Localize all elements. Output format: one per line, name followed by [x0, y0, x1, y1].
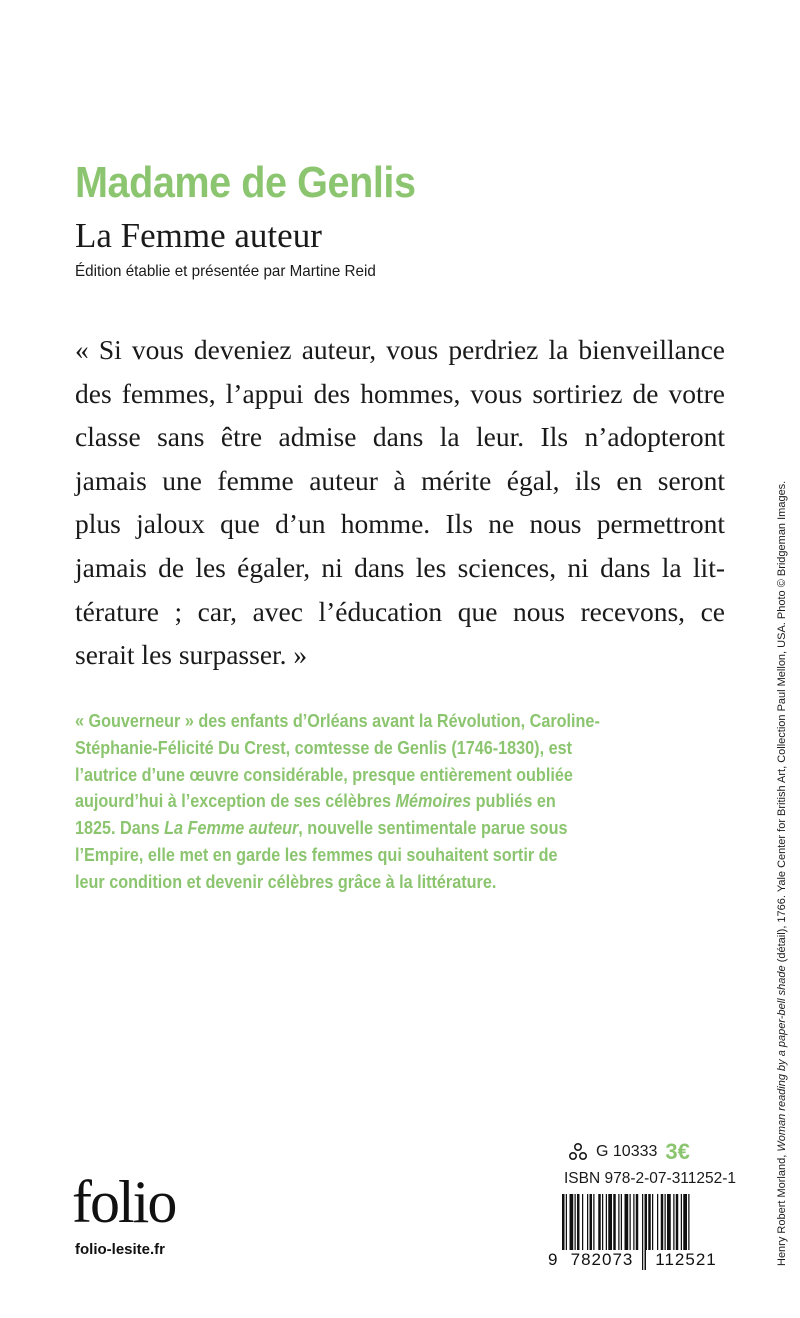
barcode-digit-group: 782073 [562, 1250, 642, 1270]
blurb-italic-title: Mémoires [395, 791, 472, 812]
credit-text: Henry Robert Morland, [776, 1151, 788, 1266]
quote-line: serait les surpasser. » [75, 639, 308, 671]
book-title: La Femme auteur [75, 216, 322, 255]
barcode-digit-first: 9 [548, 1250, 558, 1269]
blurb-line: l’Empire, elle met en garde les femmes qui souhaitent sortir de [75, 844, 558, 865]
credit-text: (détail), 1766. Yale Center for British Art, Collection Paul Mellon, USA. Photo © Bridgeman Images. [776, 480, 788, 966]
blurb-line [75, 788, 660, 815]
publisher-site: folio-lesite.fr [75, 1241, 166, 1258]
quote-line: plus jaloux que d’un homme. Ils ne nous permettront [75, 508, 725, 540]
blurb-text: publiés en [471, 791, 556, 812]
blurb-text: aujourd’hui à l’exception de ses célèbres [75, 791, 396, 812]
blurb-line: l’autrice d’une œuvre considérable, presque entièrement oubliée [75, 764, 573, 785]
quote-line: des femmes, l’appui des hommes, vous sortiriez de votre [75, 377, 725, 409]
summary-blurb [75, 708, 725, 896]
credit-artwork-title: Woman reading by a paper-bell shade [776, 965, 788, 1152]
author-name: Madame de Genlis [75, 158, 416, 207]
quote-line: classe sans être admise dans la leur. Ils n’adopteront [75, 421, 725, 453]
barcode-digits [548, 1250, 728, 1274]
price: 3€ [665, 1139, 690, 1164]
edition-credit: Édition établie et présentée par Martine Reid [75, 263, 376, 280]
folio-logo: folio [72, 1169, 176, 1235]
quote-line: térature ; car, avec l’éducation que nous recevons, ce [75, 595, 725, 627]
collection-code: G 10333 [596, 1143, 658, 1160]
quote-line: jamais une femme auteur à mérite égal, ils en seront [75, 464, 725, 496]
image-credit [776, 391, 788, 1266]
blurb-text: 1825. Dans [75, 818, 165, 839]
blurb-line [75, 815, 660, 842]
blurb-line: leur condition et devenir célèbres grâce à la littérature. [75, 871, 497, 892]
blurb-line: « Gouverneur » des enfants d’Orléans avant la Révolution, Caroline- [75, 711, 600, 731]
price-row [568, 1140, 690, 1164]
isbn: ISBN 978-2-07-311252-1 [564, 1170, 737, 1187]
blurb-italic-title: La Femme auteur [164, 818, 299, 839]
category-symbol-icon [568, 1142, 588, 1162]
barcode-digit-group: 112521 [646, 1250, 726, 1270]
quote-block [75, 328, 725, 677]
blurb-line: Stéphanie-Félicité Du Crest, comtesse de Genlis (1746-1830), est [75, 737, 572, 758]
quote-line: jamais de les égaler, ni dans les sciences, ni dans la lit- [75, 551, 725, 583]
quote-line: « Si vous deveniez auteur, vous perdriez la bienveillance [75, 334, 725, 365]
blurb-text: , nouvelle sentimentale parue sous [298, 818, 568, 839]
